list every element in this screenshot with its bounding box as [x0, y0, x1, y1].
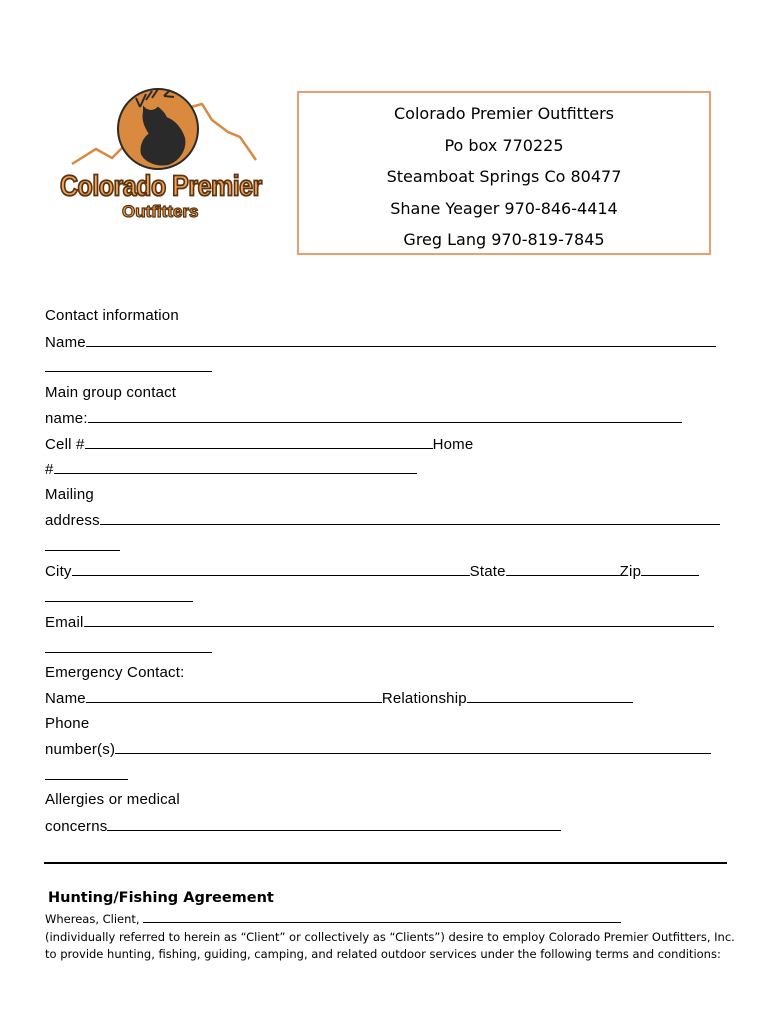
emergency-contact-heading: Emergency Contact:: [45, 664, 185, 681]
logo-text-primary: Colorado Premier: [60, 170, 262, 203]
address-box: [297, 91, 711, 255]
phone-numbers-field-continued[interactable]: [45, 766, 128, 780]
concerns-row: [45, 817, 561, 835]
email-row-cont: [45, 639, 212, 657]
address-field[interactable]: [100, 511, 720, 525]
name-row-cont: [45, 358, 212, 376]
cell-label: Cell #: [45, 436, 85, 453]
client-name-field[interactable]: [143, 912, 621, 923]
relationship-label: Relationship: [381, 690, 467, 707]
zip-field[interactable]: [641, 562, 699, 576]
city-state-zip: Steamboat Springs Co 80477: [386, 167, 622, 186]
state-label: State: [469, 563, 506, 580]
company-logo: [60, 82, 265, 232]
address-label: address: [45, 512, 100, 529]
zip-field-continued[interactable]: [45, 588, 193, 602]
contact-greg: Greg Lang 970-819-7845: [403, 230, 605, 249]
address-field-continued[interactable]: [45, 537, 120, 551]
cell-field[interactable]: [85, 435, 433, 449]
home-field[interactable]: [54, 460, 417, 474]
email-field-continued[interactable]: [45, 639, 212, 653]
phone-row-cont: [45, 766, 128, 784]
concerns-field[interactable]: [107, 817, 561, 831]
email-row: [45, 613, 714, 631]
city-row-cont: [45, 588, 193, 606]
name-field[interactable]: [86, 333, 716, 347]
main-group-name-field[interactable]: [88, 409, 682, 423]
phone-numbers-label: number(s): [45, 741, 116, 758]
contact-shane: Shane Yeager 970-846-4414: [390, 198, 618, 218]
state-field[interactable]: [506, 562, 620, 576]
po-box: Po box 770225: [444, 135, 564, 155]
cell-home-row: [45, 435, 473, 453]
mailing-label: Mailing: [45, 486, 94, 503]
whereas-label: Whereas, Client,: [45, 912, 140, 926]
emergency-name-field[interactable]: [86, 689, 382, 703]
main-group-contact-label: Main group contact: [45, 384, 177, 401]
home-label: Home: [432, 436, 474, 453]
emergency-name-row: [45, 689, 633, 707]
emergency-name-label: Name: [45, 690, 86, 707]
company-name: Colorado Premier Outfitters: [394, 104, 614, 123]
whereas-row: [45, 912, 621, 926]
home-row: [45, 460, 417, 478]
name-field-continued[interactable]: [45, 358, 212, 372]
city-field[interactable]: [72, 562, 470, 576]
relationship-field[interactable]: [467, 689, 633, 703]
name-label: Name: [45, 334, 86, 351]
name-row: [45, 333, 716, 351]
allergies-label: Allergies or medical: [45, 791, 180, 808]
main-group-name-label: name:: [45, 410, 88, 427]
phone-numbers-row: [45, 740, 711, 758]
address-row: [45, 511, 720, 529]
agreement-heading: Hunting/Fishing Agreement: [48, 890, 274, 906]
concerns-label: concerns: [45, 818, 108, 835]
main-group-name-row: [45, 409, 682, 427]
home-hash-label: #: [45, 461, 54, 478]
email-field[interactable]: [84, 613, 714, 627]
agreement-text-2: to provide hunting, fishing, guiding, camping, and related outdoor services under the following terms and conditions:: [45, 947, 721, 961]
logo-text-secondary: Outfitters: [122, 202, 199, 221]
zip-label: Zip: [619, 563, 642, 580]
city-state-zip-row: [45, 562, 699, 580]
email-label: Email: [45, 614, 84, 631]
agreement-text-1: (individually referred to herein as “Client” or collectively as “Clients”) desire to employ Colorado Premier Outfitters, Inc.: [45, 930, 735, 944]
city-label: City: [45, 563, 72, 580]
contact-info-heading: Contact information: [45, 307, 179, 324]
address-row-cont: [45, 537, 120, 555]
phone-numbers-field[interactable]: [115, 740, 711, 754]
section-divider: [44, 862, 727, 864]
phone-label: Phone: [45, 715, 90, 732]
